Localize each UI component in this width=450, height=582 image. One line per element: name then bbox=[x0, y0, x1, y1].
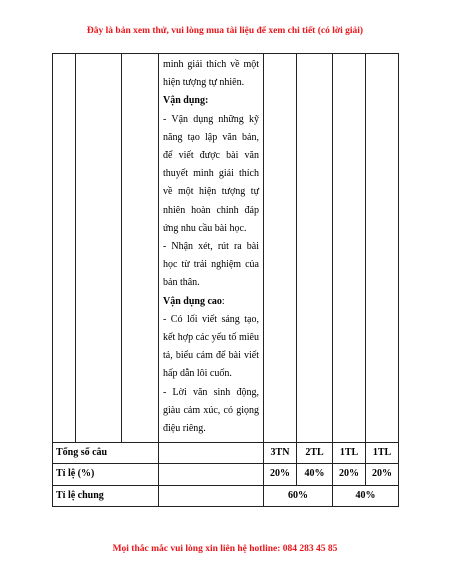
overall-ratio-row bbox=[53, 485, 399, 506]
empty-cell bbox=[122, 54, 159, 443]
skill-description-cell bbox=[159, 54, 264, 443]
ratio-value: 20% bbox=[264, 464, 297, 485]
empty-cell bbox=[159, 443, 264, 464]
assessment-matrix-table bbox=[52, 53, 399, 507]
content-row bbox=[53, 54, 399, 443]
total-value: 2TL bbox=[297, 443, 333, 464]
total-questions-row bbox=[53, 443, 399, 464]
intro-text: minh giải thích về một hiện tượng tự nhiên. bbox=[163, 59, 259, 89]
advanced-item: - Có lối viết sáng tạo, kết hợp các yếu tố miêu tả, biểu cảm để bài viết hấp dẫn lôi cuốn. bbox=[163, 313, 259, 380]
hotline-notice: Mọi thắc mắc vui lòng xin liên hệ hotline: 084 283 45 85 bbox=[112, 544, 338, 554]
overall-ratio-label: Tỉ lệ chung bbox=[53, 485, 159, 506]
empty-cell bbox=[264, 54, 297, 443]
preview-notice: Đây là bản xem thử, vui lòng mua tài liệu để xem chi tiết (có lời giải) bbox=[86, 26, 364, 36]
total-value: 1TL bbox=[366, 443, 399, 464]
total-value: 1TL bbox=[333, 443, 366, 464]
ratio-row bbox=[53, 464, 399, 485]
empty-cell bbox=[297, 54, 333, 443]
ratio-value: 20% bbox=[366, 464, 399, 485]
overall-value: 40% bbox=[333, 485, 399, 506]
advanced-heading: Vận dụng cao bbox=[163, 295, 222, 307]
empty-cell bbox=[76, 54, 122, 443]
ratio-value: 20% bbox=[333, 464, 366, 485]
empty-cell bbox=[366, 54, 399, 443]
total-value: 3TN bbox=[264, 443, 297, 464]
empty-cell bbox=[333, 54, 366, 443]
empty-cell bbox=[159, 485, 264, 506]
apply-heading: Vận dụng: bbox=[163, 95, 209, 107]
empty-cell bbox=[53, 54, 76, 443]
apply-item: - Vận dụng những kỹ năng tạo lập văn bản, để viết được bài văn thuyết minh giải thích về một hiện tượng tự nhiên hoàn chỉnh đáp ứng nhu cầu bài học. bbox=[163, 113, 259, 234]
apply-item: - Nhận xét, rút ra bài học từ trải nghiệm của bản thân. bbox=[163, 241, 259, 289]
total-questions-label: Tổng số câu bbox=[53, 443, 159, 464]
overall-value: 60% bbox=[264, 485, 333, 506]
advanced-item: - Lời văn sinh động, giàu cảm xúc, có giọng điệu riêng. bbox=[163, 386, 259, 435]
advanced-heading-line: Vận dụng cao: bbox=[163, 295, 225, 307]
empty-cell bbox=[159, 464, 264, 485]
ratio-label: Tỉ lệ (%) bbox=[53, 464, 159, 485]
ratio-value: 40% bbox=[297, 464, 333, 485]
